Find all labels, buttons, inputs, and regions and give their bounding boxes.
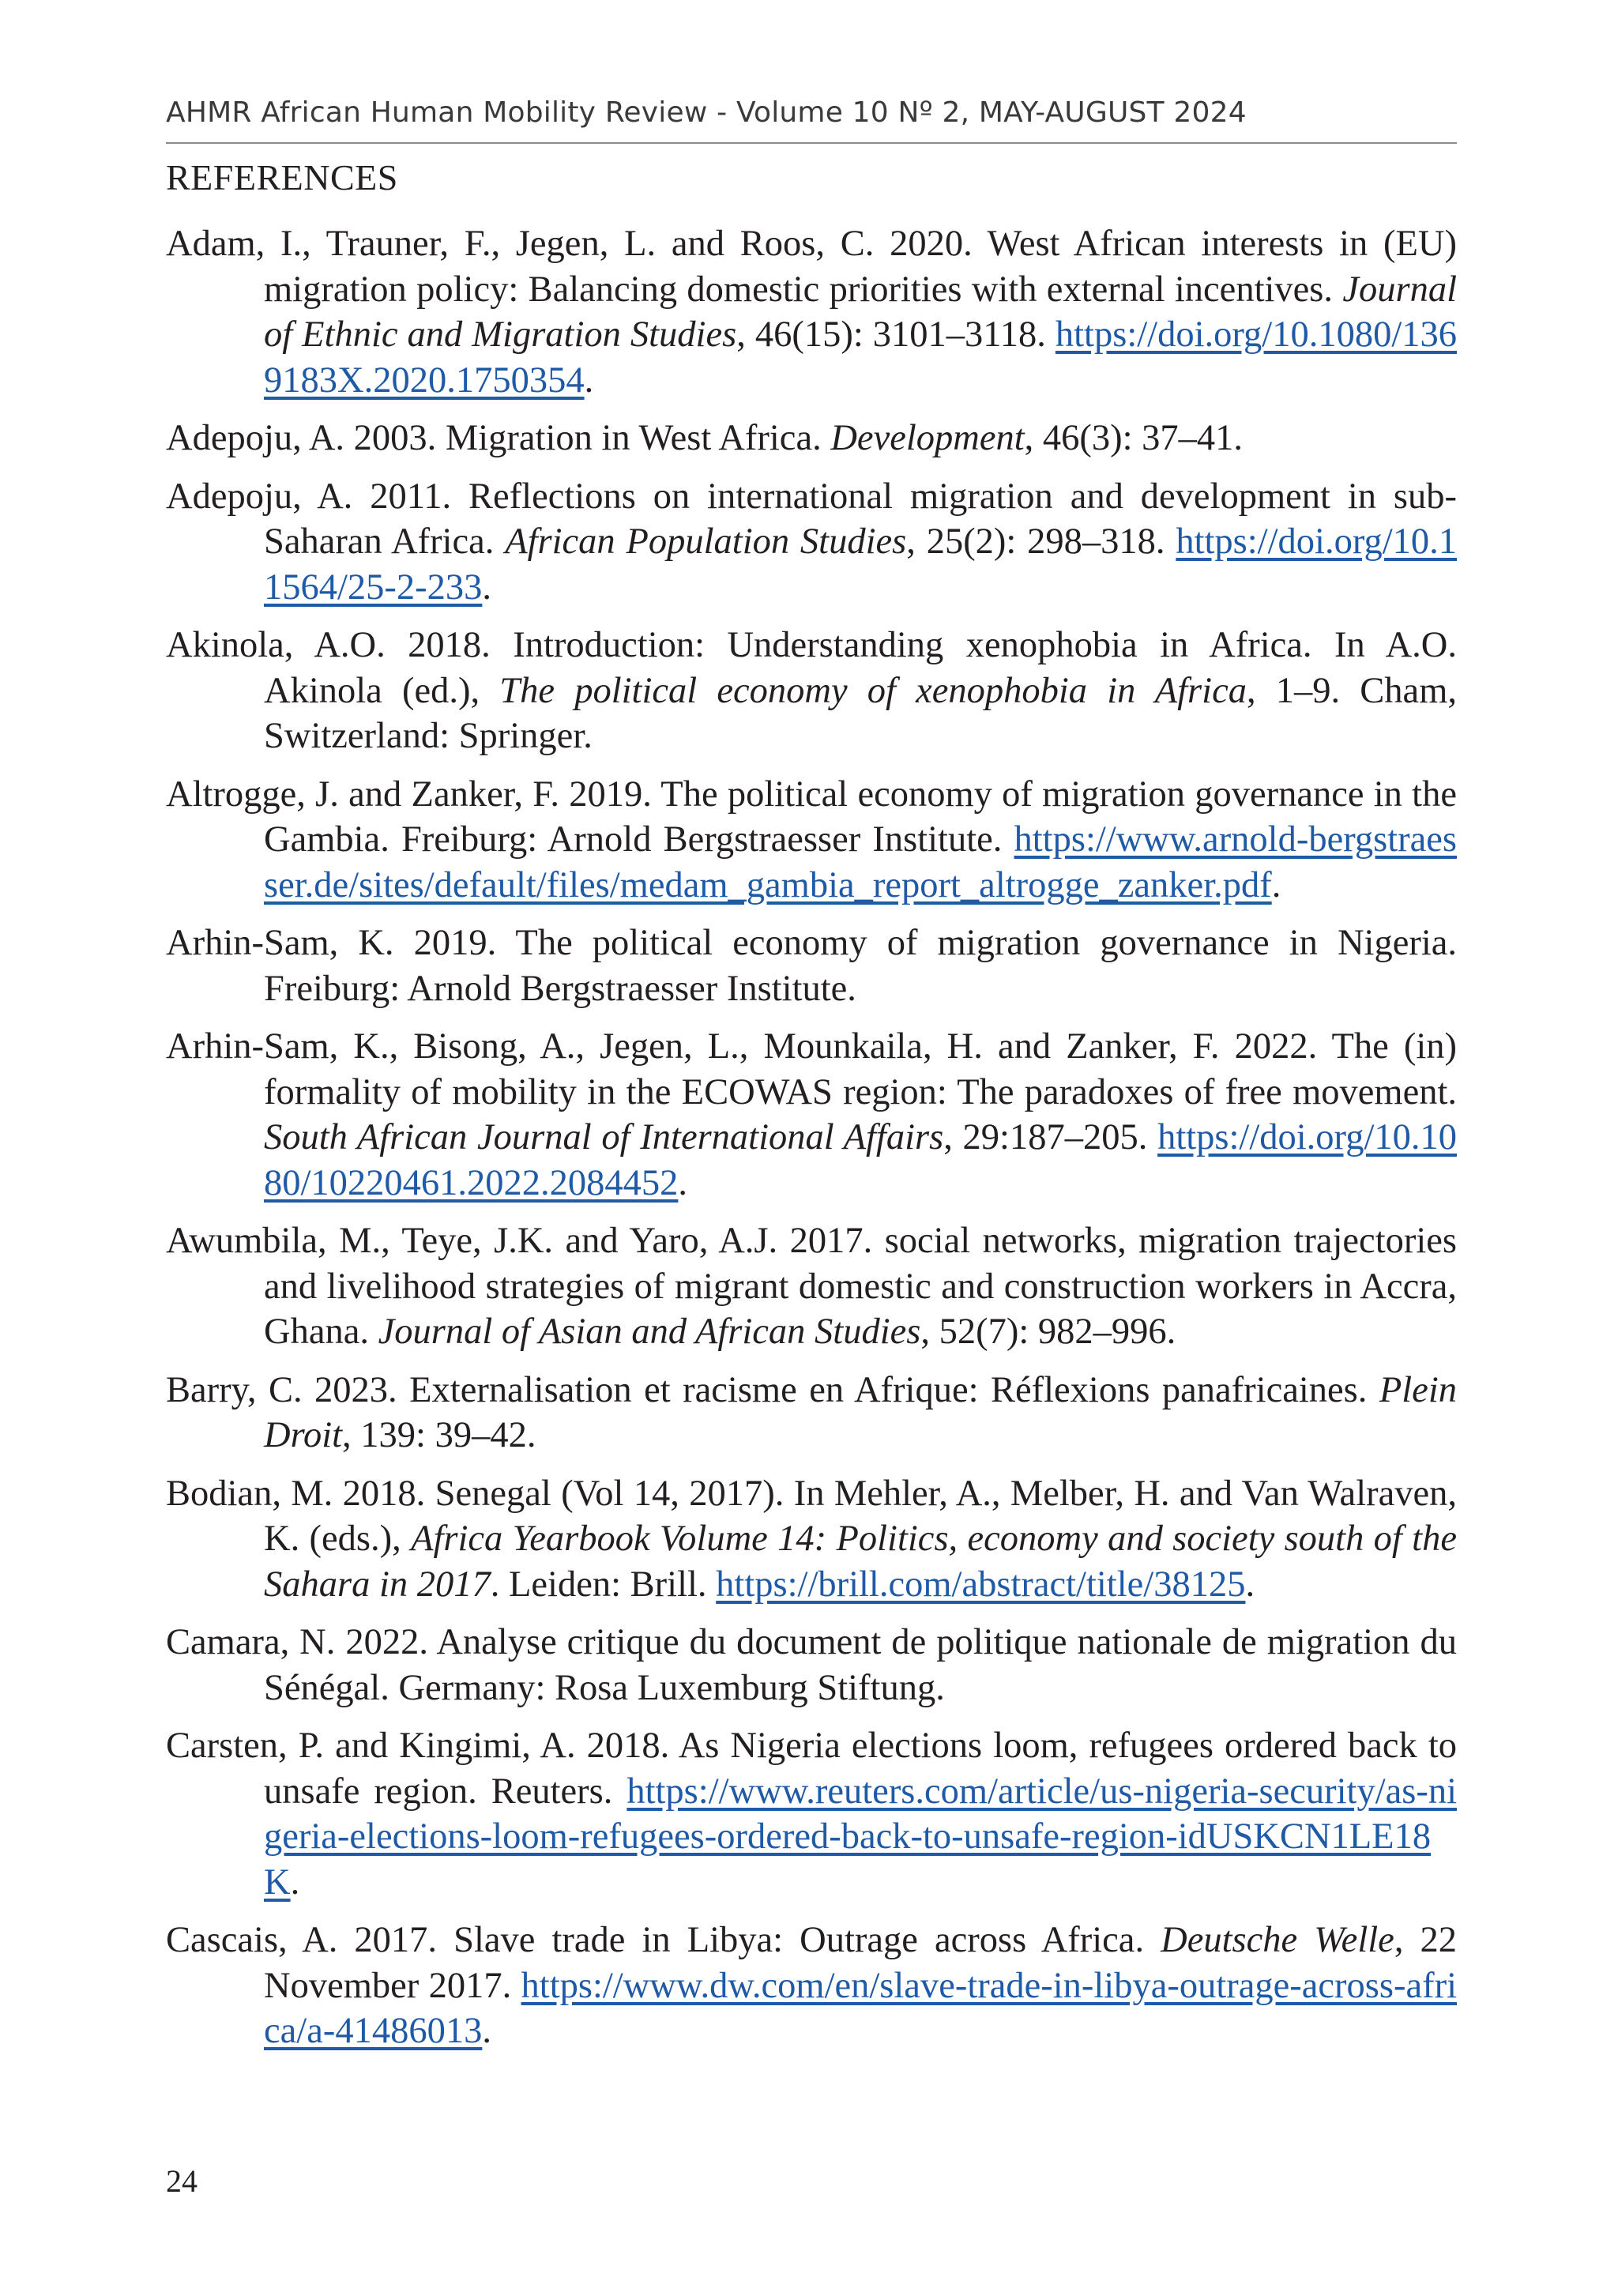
reference-end: . [482,2011,491,2051]
reference-text: Adam, I., Trauner, F., Jegen, L. and Roos, C. 2020. West African interests in (EU) migration policy: Balancing domestic priorities with external incentives. [166,224,1457,310]
reference-details: , 25(2): 298–318. [906,521,1176,562]
reference-entry [166,1918,1457,2054]
reference-details: , 52(7): 982–996. [920,1312,1176,1352]
reference-text: Akinola, A.O. 2018. Introduction: Understanding xenophobia in Africa. In A.O. Akinola (ed.), [166,625,1457,711]
header-divider [166,142,1457,144]
reference-text: Arhin-Sam, K. 2019. The political economy of migration governance in Nigeria. Freiburg: Arnold Bergstraesser Institute. [166,923,1457,1009]
reference-end: . [482,566,492,608]
reference-journal: South African Journal of International Affairs [264,1117,944,1157]
reference-link[interactable]: https://www.reuters.com/article/us-nigeria-security/as-nigeria-elections-loom-refugees-ordered-back-to-unsafe-region-idUSKCN1LE18K [264,1771,1457,1903]
running-header: AHMR African Human Mobility Review - Volume 10 Nº 2, MAY-AUGUST 2024 [166,96,1247,129]
reference-text: Adepoju, A. 2003. Migration in West Africa. [166,418,831,458]
reference-details: , 22 November 2017. [264,1920,1458,2006]
reference-details: , 1–9. Cham, Switzerland: Springer. [264,670,1457,756]
reference-link[interactable]: https://doi.org/10.1080/1369183X.2020.1750354 [264,314,1457,401]
reference-link[interactable]: https://brill.com/abstract/title/38125 [716,1564,1246,1605]
reference-link[interactable]: https://www.dw.com/en/slave-trade-in-libya-outrage-across-africa/a-41486013 [264,1965,1457,2051]
reference-journal: Deutsche Welle [1161,1920,1394,1960]
reference-list [166,221,1457,2067]
reference-text: Carsten, P. and Kingimi, A. 2018. As Nigeria elections loom, refugees ordered back to unsafe region. Reuters. [166,1726,1457,1812]
reference-end: . [290,1861,300,1903]
page-number: 24 [166,2163,198,2199]
reference-text: Altrogge, J. and Zanker, F. 2019. The political economy of migration governance in the Gambia. Freiburg: Arnold Bergstraesser Institute. [166,773,1457,860]
reference-text: Bodian, M. 2018. Senegal (Vol 14, 2017). In Mehler, A., Melber, H. and Van Walraven, K. (eds.), [166,1473,1457,1559]
reference-text: Arhin-Sam, K., Bisong, A., Jegen, L., Mounkaila, H. and Zanker, F. 2022. The (in) formality of mobility in the ECOWAS region: The paradoxes of free movement. [166,1026,1457,1112]
reference-details: , 46(3): 37–41. [1024,418,1244,458]
reference-entry [166,1723,1457,1905]
reference-entry [166,221,1457,403]
reference-text: Adepoju, A. 2011. Reflections on international migration and development in sub-Saharan Africa. [166,476,1457,562]
reference-entry [166,474,1457,611]
reference-end: . [678,1162,688,1203]
reference-entry [166,920,1457,1011]
reference-entry [166,772,1457,909]
reference-journal: Development [830,418,1025,458]
reference-text: Awumbila, M., Teye, J.K. and Yaro, A.J. 2017. social networks, migration trajectories and livelihood strategies of migrant domestic and construction workers in Accra, Ghana. [166,1221,1457,1352]
reference-entry [166,1620,1457,1711]
reference-end: . [584,359,594,401]
reference-text: Cascais, A. 2017. Slave trade in Libya: Outrage across Africa. [166,1920,1161,1960]
reference-details: . Leiden: Brill. [490,1564,717,1605]
reference-text: Barry, C. 2023. Externalisation et racisme en Afrique: Réflexions panafricaines. [166,1369,1379,1410]
reference-text: Camara, N. 2022. Analyse critique du document de politique nationale de migration du Sénégal. Germany: Rosa Luxemburg Stiftung. [166,1622,1457,1708]
section-title: REFERENCES [166,157,398,198]
reference-journal: African Population Studies [505,521,907,562]
reference-entry [166,1024,1457,1206]
reference-link[interactable]: https://doi.org/10.1080/10220461.2022.2084452 [264,1117,1457,1203]
reference-link[interactable]: https://www.arnold-bergstraesser.de/sites/default/files/medam_gambia_report_altrogge_zanker.pdf [264,819,1457,905]
reference-details: , 46(15): 3101–3118. [736,314,1055,355]
reference-entry [166,1368,1457,1459]
reference-entry [166,416,1457,461]
reference-link[interactable]: https://doi.org/10.11564/25-2-233 [264,521,1458,608]
reference-details: , 139: 39–42. [342,1415,536,1455]
reference-journal: Journal of Ethnic and Migration Studies [264,269,1457,355]
reference-journal: Journal of Asian and African Studies [378,1312,921,1352]
reference-end: . [1245,1564,1255,1605]
reference-entry [166,1218,1457,1355]
reference-journal: Plein Droit [264,1369,1457,1455]
reference-entry [166,623,1457,759]
reference-details: , 29:187–205. [943,1117,1158,1157]
reference-book-title: Africa Yearbook Volume 14: Politics, economy and society south of the Sahara in 2017 [264,1519,1457,1605]
reference-entry [166,1471,1457,1608]
reference-book-title: The political economy of xenophobia in Africa [499,670,1247,711]
reference-end: . [1271,864,1281,905]
